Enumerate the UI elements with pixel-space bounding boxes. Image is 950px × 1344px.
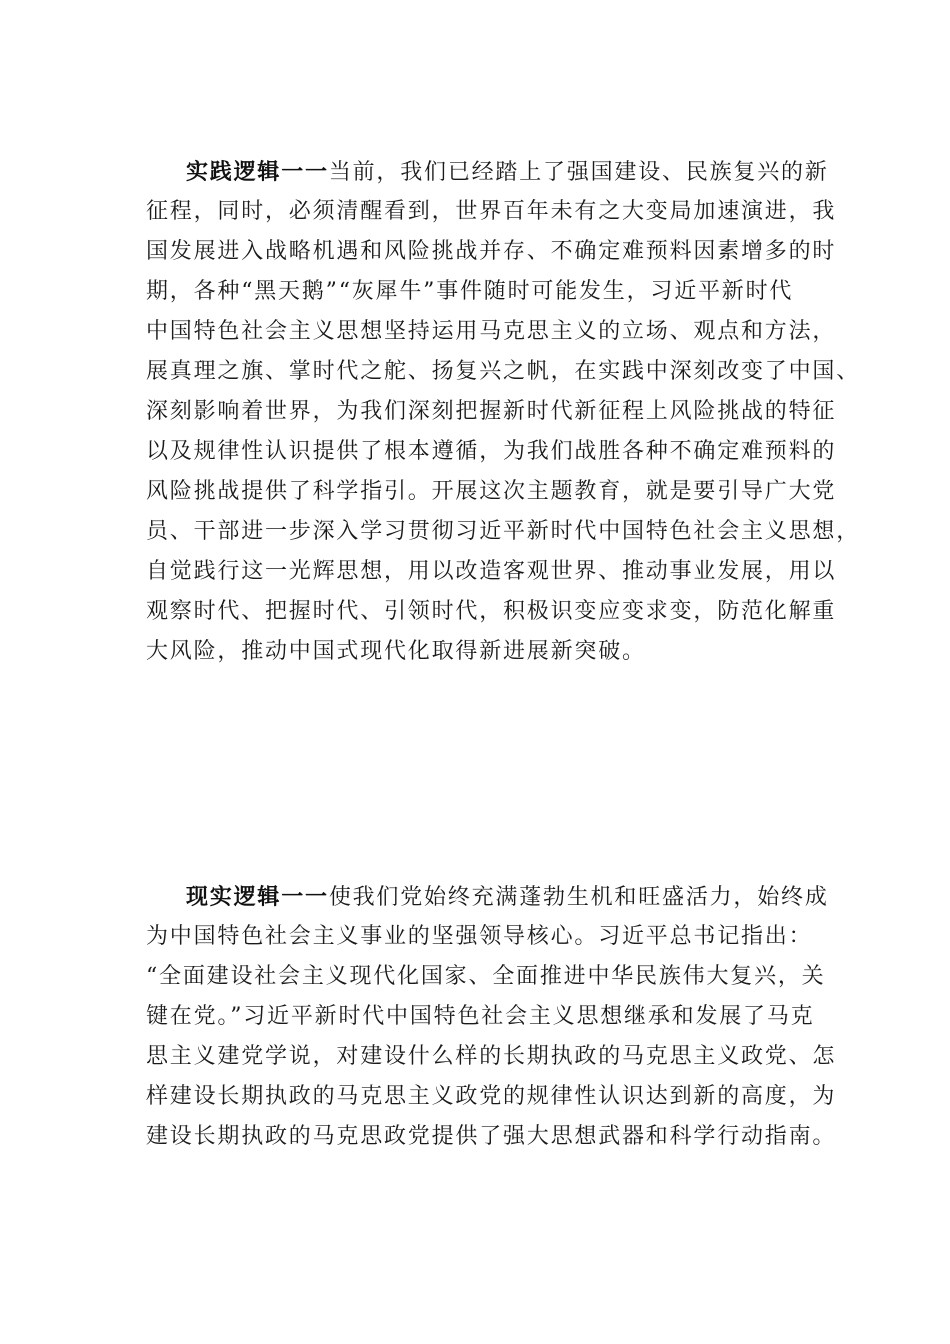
paragraph-line: 以及规律性认识提供了根本遵循，为我们战胜各种不确定难预料的 — [146, 439, 837, 464]
paragraph-line: 展真理之旗、掌时代之舵、扬复兴之帆，在实践中深刻改变了中国、 — [146, 359, 861, 384]
paragraph-lead-heading: 现实逻辑一一 — [186, 884, 329, 910]
paragraph-line: 大风险，推动中国式现代化取得新进展新突破。 — [146, 639, 646, 664]
paragraph-line: “全面建设社会主义现代化国家、全面推进中华民族伟大复兴，关 — [146, 964, 826, 989]
paragraph-line: 期，各种“黑天鹅”“灰犀牛”事件随时可能发生，习近平新时代 — [146, 279, 794, 304]
paragraph-line: 风险挑战提供了科学指引。开展这次主题教育，就是要引导广大党 — [146, 479, 837, 504]
paragraph-reality-logic — [146, 877, 837, 1157]
paragraph-first-line — [146, 152, 829, 192]
paragraph-line: 键在党。”习近平新时代中国特色社会主义思想继承和发展了马克 — [146, 1004, 815, 1029]
paragraph-line: 国发展进入战略机遇和风险挑战并存、不确定难预料因素增多的时 — [146, 239, 837, 264]
paragraph-line: 员、干部进一步深入学习贯彻习近平新时代中国特色社会主义思想， — [146, 519, 861, 544]
paragraph-line: 观察时代、把握时代、引领时代，积极识变应变求变，防范化解重 — [146, 599, 837, 624]
paragraph-line: 深刻影响着世界，为我们深刻把握新时代新征程上风险挑战的特征 — [146, 399, 837, 424]
paragraph-line: 为中国特色社会主义事业的坚强领导核心。习近平总书记指出： — [146, 924, 813, 949]
paragraph-line: 征程，同时，必须清醒看到，世界百年未有之大变局加速演进，我 — [146, 199, 837, 224]
paragraph-practice-logic — [146, 152, 861, 672]
paragraph-line: 思主义建党学说，对建设什么样的长期执政的马克思主义政党、怎 — [146, 1044, 837, 1069]
paragraph-first-line-text: 当前，我们已经踏上了强国建设、民族复兴的新 — [328, 160, 829, 185]
paragraph-line: 样建设长期执政的马克思主义政党的规律性认识达到新的高度，为 — [146, 1084, 837, 1109]
paragraph-line: 中国特色社会主义思想坚持运用马克思主义的立场、观点和方法， — [146, 319, 837, 344]
paragraph-first-line-text: 使我们党始终充满蓬勃生机和旺盛活力，始终成 — [328, 885, 829, 910]
paragraph-line: 建设长期执政的马克思政党提供了强大思想武器和科学行动指南。 — [146, 1124, 837, 1149]
paragraph-line: 自觉践行这一光辉思想，用以改造客观世界、推动事业发展，用以 — [146, 559, 837, 584]
paragraph-first-line — [146, 877, 829, 917]
paragraph-lead-heading: 实践逻辑一一 — [186, 159, 329, 185]
